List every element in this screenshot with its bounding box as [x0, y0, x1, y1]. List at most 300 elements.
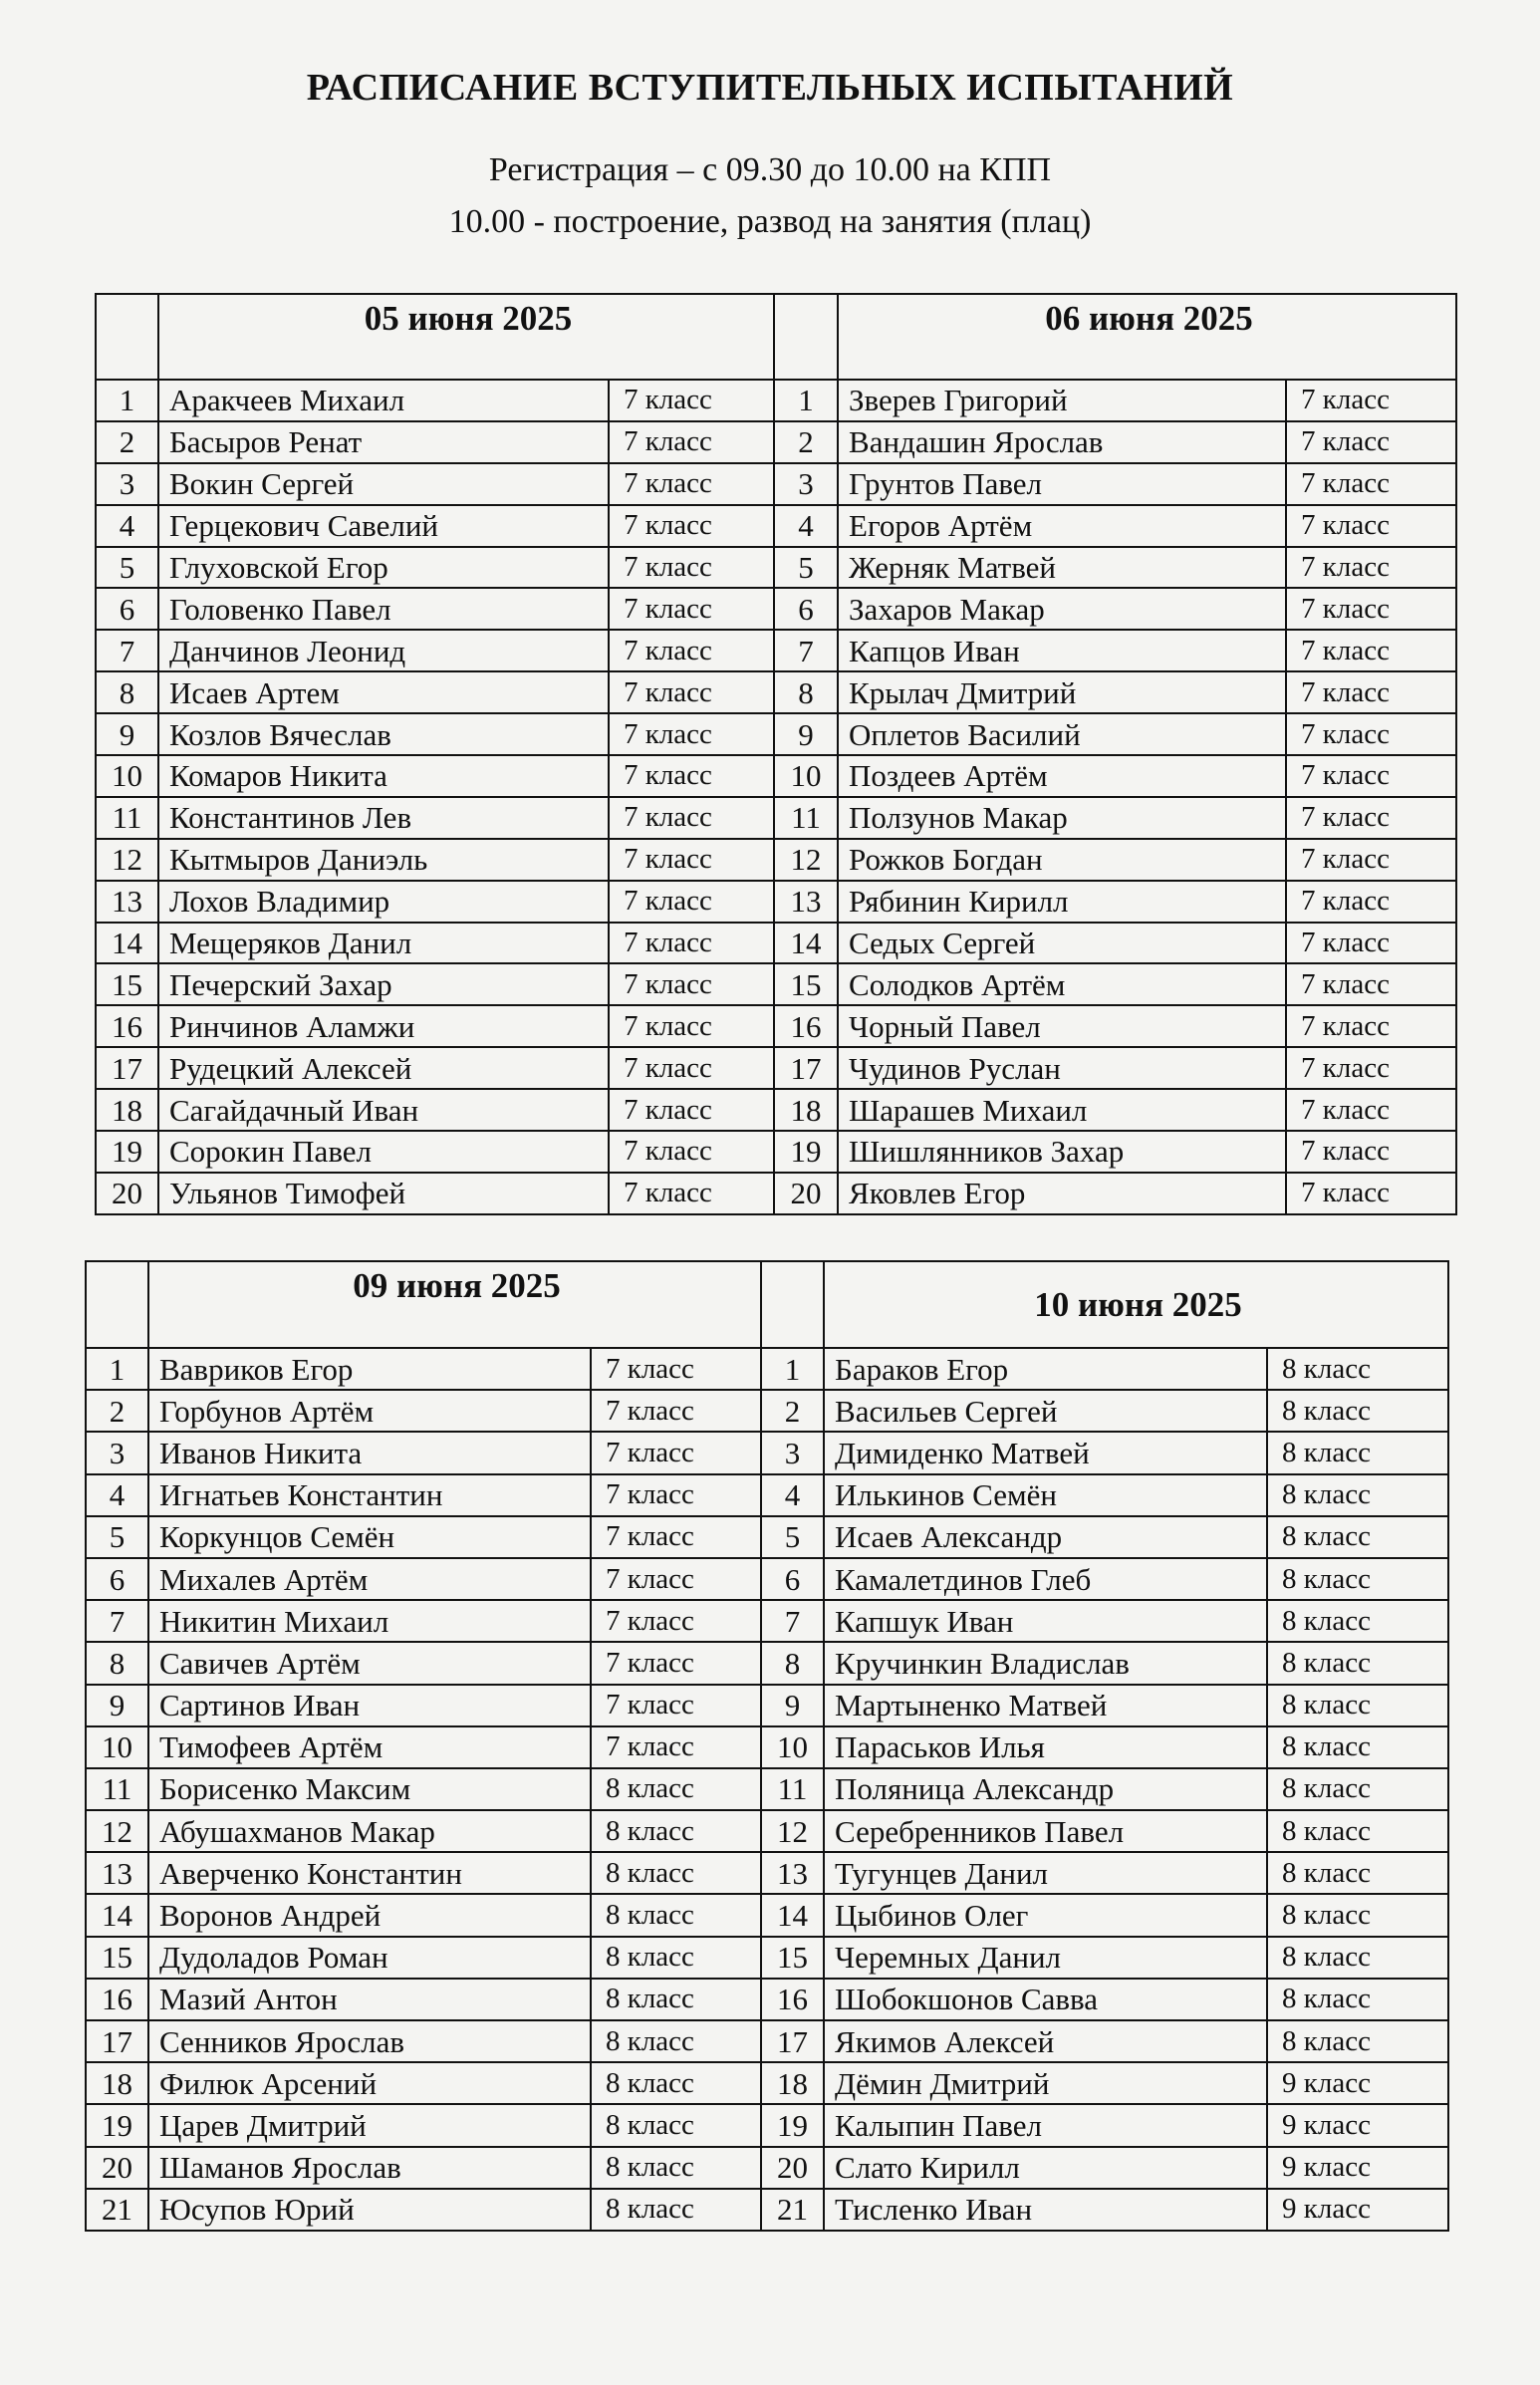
grade-class: 7 класс — [609, 1047, 774, 1089]
grade-class: 8 класс — [591, 2062, 761, 2104]
student-name: Иванов Никита — [148, 1432, 591, 1473]
grade-class: 8 класс — [591, 1852, 761, 1894]
grade-class: 9 класс — [1267, 2189, 1448, 2231]
student-name: Сартинов Иван — [148, 1685, 591, 1726]
row-number: 12 — [86, 1810, 148, 1852]
student-name: Параськов Илья — [824, 1726, 1267, 1768]
student-name: Ползунов Макар — [838, 797, 1286, 839]
row-number: 12 — [774, 839, 838, 881]
student-name: Рябинин Кирилл — [838, 881, 1286, 923]
student-name: Вокин Сергей — [158, 463, 609, 505]
student-name: Мещеряков Данил — [158, 923, 609, 964]
grade-class: 8 класс — [591, 2104, 761, 2146]
grade-class: 7 класс — [609, 839, 774, 881]
student-name: Тисленко Иван — [824, 2189, 1267, 2231]
table-row — [86, 1474, 1448, 1516]
grade-class: 8 класс — [1267, 1685, 1448, 1726]
row-number: 21 — [86, 2189, 148, 2231]
table-row — [86, 1558, 1448, 1600]
row-number: 12 — [96, 839, 158, 881]
table-row — [86, 1390, 1448, 1432]
grade-class: 8 класс — [1267, 1979, 1448, 2020]
row-number: 7 — [96, 630, 158, 671]
row-number: 13 — [96, 881, 158, 923]
row-number: 16 — [761, 1979, 824, 2020]
student-name: Глуховской Егор — [158, 547, 609, 589]
student-name: Никитин Михаил — [148, 1600, 591, 1642]
table-row — [86, 1348, 1448, 1390]
row-number: 17 — [96, 1047, 158, 1089]
grade-class: 7 класс — [1286, 713, 1456, 755]
row-number: 14 — [761, 1894, 824, 1936]
row-number: 20 — [96, 1173, 158, 1214]
student-name: Борисенко Максим — [148, 1768, 591, 1810]
student-name: Михалев Артём — [148, 1558, 591, 1600]
grade-class: 8 класс — [1267, 1726, 1448, 1768]
row-number: 10 — [86, 1726, 148, 1768]
student-name: Аверченко Константин — [148, 1852, 591, 1894]
student-name: Шарашев Михаил — [838, 1089, 1286, 1131]
student-name: Тугунцев Данил — [824, 1852, 1267, 1894]
grade-class: 7 класс — [1286, 881, 1456, 923]
grade-class: 7 класс — [1286, 505, 1456, 547]
grade-class: 7 класс — [609, 1173, 774, 1214]
grade-class: 7 класс — [1286, 421, 1456, 463]
student-name: Черемных Данил — [824, 1937, 1267, 1979]
row-number: 11 — [774, 797, 838, 839]
schedule-table-1 — [95, 293, 1457, 1215]
grade-class: 7 класс — [609, 1089, 774, 1131]
row-number: 15 — [774, 963, 838, 1005]
registration-info: Регистрация – с 09.30 до 10.00 на КПП — [488, 151, 1052, 188]
table-row — [96, 1173, 1456, 1214]
row-number: 2 — [761, 1390, 824, 1432]
student-name: Герцекович Савелий — [158, 505, 609, 547]
row-number: 7 — [761, 1600, 824, 1642]
student-name: Капцов Иван — [838, 630, 1286, 671]
table-row — [86, 1937, 1448, 1979]
grade-class: 7 класс — [1286, 588, 1456, 630]
date-header: 10 июня 2025 — [824, 1261, 1448, 1348]
student-name: Константинов Лев — [158, 797, 609, 839]
row-number: 9 — [96, 713, 158, 755]
student-name: Зверев Григорий — [838, 380, 1286, 421]
student-name: Чудинов Руслан — [838, 1047, 1286, 1089]
table-row — [96, 881, 1456, 923]
table-row — [86, 1894, 1448, 1936]
grade-class: 8 класс — [1267, 1852, 1448, 1894]
table-row — [96, 630, 1456, 671]
grade-class: 7 класс — [591, 1600, 761, 1642]
grade-class: 9 класс — [1267, 2147, 1448, 2189]
table-row — [86, 2147, 1448, 2189]
table-row — [96, 671, 1456, 713]
header-number-cell — [96, 294, 158, 380]
student-name: Мазий Антон — [148, 1979, 591, 2020]
student-name: Бараков Егор — [824, 1348, 1267, 1390]
student-name: Серебренников Павел — [824, 1810, 1267, 1852]
table-row — [96, 713, 1456, 755]
row-number: 8 — [96, 671, 158, 713]
grade-class: 8 класс — [1267, 1810, 1448, 1852]
row-number: 9 — [774, 713, 838, 755]
grade-class: 8 класс — [591, 1810, 761, 1852]
table-row — [96, 1005, 1456, 1047]
grade-class: 7 класс — [1286, 839, 1456, 881]
grade-class: 7 класс — [609, 1131, 774, 1173]
student-name: Мартыненко Матвей — [824, 1685, 1267, 1726]
student-name: Печерский Захар — [158, 963, 609, 1005]
student-name: Яковлев Егор — [838, 1173, 1286, 1214]
row-number: 6 — [774, 588, 838, 630]
row-number: 1 — [761, 1348, 824, 1390]
table-row — [96, 797, 1456, 839]
row-number: 19 — [96, 1131, 158, 1173]
grade-class: 8 класс — [1267, 1558, 1448, 1600]
row-number: 4 — [86, 1474, 148, 1516]
date-header: 06 июня 2025 — [838, 294, 1456, 380]
grade-class: 7 класс — [609, 588, 774, 630]
student-name: Илькинов Семён — [824, 1474, 1267, 1516]
student-name: Головенко Павел — [158, 588, 609, 630]
table-row — [86, 2062, 1448, 2104]
table-row — [86, 1432, 1448, 1473]
grade-class: 7 класс — [609, 547, 774, 589]
table-row — [86, 2020, 1448, 2062]
table-row — [96, 421, 1456, 463]
table-row — [86, 1642, 1448, 1684]
student-name: Камалетдинов Глеб — [824, 1558, 1267, 1600]
row-number: 2 — [86, 1390, 148, 1432]
student-name: Сорокин Павел — [158, 1131, 609, 1173]
row-number: 15 — [86, 1937, 148, 1979]
page-title: РАСПИСАНИЕ ВСТУПИТЕЛЬНЫХ ИСПЫТАНИЙ — [306, 67, 1234, 109]
student-name: Вавриков Егор — [148, 1348, 591, 1390]
grade-class: 7 класс — [609, 881, 774, 923]
row-number: 4 — [96, 505, 158, 547]
student-name: Шишлянников Захар — [838, 1131, 1286, 1173]
row-number: 19 — [86, 2104, 148, 2146]
row-number: 12 — [761, 1810, 824, 1852]
row-number: 17 — [774, 1047, 838, 1089]
grade-class: 7 класс — [591, 1642, 761, 1684]
row-number: 15 — [761, 1937, 824, 1979]
student-name: Оплетов Василий — [838, 713, 1286, 755]
table-row — [96, 588, 1456, 630]
grade-class: 7 класс — [591, 1726, 761, 1768]
row-number: 1 — [86, 1348, 148, 1390]
table-row — [96, 380, 1456, 421]
student-name: Царев Дмитрий — [148, 2104, 591, 2146]
row-number: 1 — [96, 380, 158, 421]
row-number: 19 — [761, 2104, 824, 2146]
row-number: 6 — [86, 1558, 148, 1600]
student-name: Захаров Макар — [838, 588, 1286, 630]
row-number: 9 — [86, 1685, 148, 1726]
student-name: Филюк Арсений — [148, 2062, 591, 2104]
grade-class: 7 класс — [609, 463, 774, 505]
row-number: 20 — [761, 2147, 824, 2189]
table-row — [96, 963, 1456, 1005]
row-number: 18 — [774, 1089, 838, 1131]
header-number-cell — [86, 1261, 148, 1348]
student-name: Игнатьев Константин — [148, 1474, 591, 1516]
row-number: 6 — [96, 588, 158, 630]
grade-class: 7 класс — [1286, 463, 1456, 505]
row-number: 4 — [774, 505, 838, 547]
date-header-row — [96, 294, 1456, 380]
row-number: 18 — [761, 2062, 824, 2104]
row-number: 17 — [86, 2020, 148, 2062]
row-number: 1 — [774, 380, 838, 421]
row-number: 13 — [86, 1852, 148, 1894]
grade-class: 7 класс — [591, 1516, 761, 1558]
row-number: 3 — [774, 463, 838, 505]
grade-class: 9 класс — [1267, 2104, 1448, 2146]
grade-class: 7 класс — [609, 630, 774, 671]
table-row — [96, 1131, 1456, 1173]
grade-class: 8 класс — [1267, 1474, 1448, 1516]
grade-class: 7 класс — [1286, 797, 1456, 839]
grade-class: 8 класс — [591, 2189, 761, 2231]
grade-class: 7 класс — [591, 1390, 761, 1432]
grade-class: 7 класс — [609, 421, 774, 463]
student-name: Калыпин Павел — [824, 2104, 1267, 2146]
student-name: Исаев Артем — [158, 671, 609, 713]
grade-class: 8 класс — [1267, 1432, 1448, 1473]
row-number: 6 — [761, 1558, 824, 1600]
table-row — [86, 2189, 1448, 2231]
row-number: 16 — [774, 1005, 838, 1047]
student-name: Шаманов Ярослав — [148, 2147, 591, 2189]
row-number: 13 — [774, 881, 838, 923]
grade-class: 7 класс — [609, 923, 774, 964]
row-number: 11 — [96, 797, 158, 839]
grade-class: 9 класс — [1267, 2062, 1448, 2104]
table-row — [86, 1600, 1448, 1642]
row-number: 19 — [774, 1131, 838, 1173]
student-name: Козлов Вячеслав — [158, 713, 609, 755]
date-header: 05 июня 2025 — [158, 294, 774, 380]
grade-class: 7 класс — [591, 1558, 761, 1600]
student-name: Басыров Ренат — [158, 421, 609, 463]
student-name: Солодков Артём — [838, 963, 1286, 1005]
student-name: Ульянов Тимофей — [158, 1173, 609, 1214]
table-row — [96, 839, 1456, 881]
student-name: Поляница Александр — [824, 1768, 1267, 1810]
row-number: 5 — [774, 547, 838, 589]
grade-class: 7 класс — [609, 713, 774, 755]
student-name: Вандашин Ярослав — [838, 421, 1286, 463]
row-number: 16 — [86, 1979, 148, 2020]
row-number: 3 — [86, 1432, 148, 1473]
grade-class: 7 класс — [1286, 1089, 1456, 1131]
table-row — [86, 1979, 1448, 2020]
student-name: Поздеев Артём — [838, 755, 1286, 797]
grade-class: 8 класс — [1267, 1642, 1448, 1684]
table-row — [96, 505, 1456, 547]
student-name: Абушахманов Макар — [148, 1810, 591, 1852]
student-name: Тимофеев Артём — [148, 1726, 591, 1768]
student-name: Грунтов Павел — [838, 463, 1286, 505]
student-name: Аракчеев Михаил — [158, 380, 609, 421]
student-name: Дудоладов Роман — [148, 1937, 591, 1979]
table-row — [86, 1726, 1448, 1768]
table-row — [86, 1810, 1448, 1852]
row-number: 20 — [774, 1173, 838, 1214]
row-number: 8 — [86, 1642, 148, 1684]
row-number: 11 — [86, 1768, 148, 1810]
grade-class: 8 класс — [591, 1979, 761, 2020]
row-number: 14 — [96, 923, 158, 964]
grade-class: 7 класс — [1286, 547, 1456, 589]
student-name: Седых Сергей — [838, 923, 1286, 964]
grade-class: 8 класс — [591, 1768, 761, 1810]
row-number: 5 — [86, 1516, 148, 1558]
grade-class: 7 класс — [1286, 755, 1456, 797]
student-name: Якимов Алексей — [824, 2020, 1267, 2062]
row-number: 7 — [86, 1600, 148, 1642]
student-name: Горбунов Артём — [148, 1390, 591, 1432]
row-number: 18 — [96, 1089, 158, 1131]
grade-class: 7 класс — [591, 1348, 761, 1390]
grade-class: 8 класс — [1267, 1768, 1448, 1810]
student-name: Жерняк Матвей — [838, 547, 1286, 589]
grade-class: 8 класс — [1267, 1937, 1448, 1979]
grade-class: 8 класс — [1267, 2020, 1448, 2062]
row-number: 4 — [761, 1474, 824, 1516]
grade-class: 7 класс — [1286, 963, 1456, 1005]
table-row — [86, 1852, 1448, 1894]
row-number: 20 — [86, 2147, 148, 2189]
student-name: Цыбинов Олег — [824, 1894, 1267, 1936]
student-name: Чорный Павел — [838, 1005, 1286, 1047]
student-name: Савичев Артём — [148, 1642, 591, 1684]
row-number: 8 — [774, 671, 838, 713]
grade-class: 7 класс — [1286, 380, 1456, 421]
row-number: 16 — [96, 1005, 158, 1047]
grade-class: 7 класс — [591, 1685, 761, 1726]
row-number: 5 — [761, 1516, 824, 1558]
student-name: Кытмыров Даниэль — [158, 839, 609, 881]
header-number-cell — [774, 294, 838, 380]
student-name: Юсупов Юрий — [148, 2189, 591, 2231]
student-name: Данчинов Леонид — [158, 630, 609, 671]
grade-class: 8 класс — [591, 2147, 761, 2189]
grade-class: 8 класс — [1267, 1894, 1448, 1936]
formation-info: 10.00 - построение, развод на занятия (плац) — [448, 203, 1092, 240]
row-number: 2 — [96, 421, 158, 463]
table-row — [96, 923, 1456, 964]
student-name: Шобокшонов Савва — [824, 1979, 1267, 2020]
grade-class: 8 класс — [1267, 1348, 1448, 1390]
date-header-row — [86, 1261, 1448, 1348]
table-row — [86, 1685, 1448, 1726]
student-name: Исаев Александр — [824, 1516, 1267, 1558]
grade-class: 7 класс — [591, 1432, 761, 1473]
student-name: Дёмин Дмитрий — [824, 2062, 1267, 2104]
student-name: Сенников Ярослав — [148, 2020, 591, 2062]
grade-class: 7 класс — [1286, 1047, 1456, 1089]
grade-class: 8 класс — [1267, 1516, 1448, 1558]
row-number: 10 — [96, 755, 158, 797]
grade-class: 8 класс — [591, 1937, 761, 1979]
grade-class: 7 класс — [1286, 1173, 1456, 1214]
row-number: 3 — [761, 1432, 824, 1473]
student-name: Егоров Артём — [838, 505, 1286, 547]
date-header: 09 июня 2025 — [148, 1261, 761, 1348]
grade-class: 7 класс — [609, 963, 774, 1005]
grade-class: 8 класс — [1267, 1600, 1448, 1642]
table-row — [96, 755, 1456, 797]
row-number: 9 — [761, 1685, 824, 1726]
row-number: 11 — [761, 1768, 824, 1810]
grade-class: 8 класс — [1267, 1390, 1448, 1432]
grade-class: 7 класс — [1286, 923, 1456, 964]
row-number: 7 — [774, 630, 838, 671]
grade-class: 7 класс — [609, 671, 774, 713]
student-name: Воронов Андрей — [148, 1894, 591, 1936]
student-name: Рожков Богдан — [838, 839, 1286, 881]
student-name: Коркунцов Семён — [148, 1516, 591, 1558]
table-row — [86, 1516, 1448, 1558]
grade-class: 8 класс — [591, 2020, 761, 2062]
student-name: Лохов Владимир — [158, 881, 609, 923]
table-row — [86, 1768, 1448, 1810]
row-number: 13 — [761, 1852, 824, 1894]
table-row — [96, 1047, 1456, 1089]
table-row — [86, 2104, 1448, 2146]
grade-class: 7 класс — [609, 1005, 774, 1047]
row-number: 18 — [86, 2062, 148, 2104]
schedule-table-2 — [85, 1260, 1449, 2232]
row-number: 15 — [96, 963, 158, 1005]
row-number: 2 — [774, 421, 838, 463]
row-number: 8 — [761, 1642, 824, 1684]
grade-class: 7 класс — [591, 1474, 761, 1516]
grade-class: 7 класс — [609, 505, 774, 547]
grade-class: 7 класс — [1286, 1131, 1456, 1173]
student-name: Крылач Дмитрий — [838, 671, 1286, 713]
student-name: Кручинкин Владислав — [824, 1642, 1267, 1684]
grade-class: 7 класс — [609, 380, 774, 421]
student-name: Рудецкий Алексей — [158, 1047, 609, 1089]
student-name: Капшук Иван — [824, 1600, 1267, 1642]
grade-class: 7 класс — [609, 797, 774, 839]
table-row — [96, 1089, 1456, 1131]
table-row — [96, 463, 1456, 505]
grade-class: 7 класс — [1286, 671, 1456, 713]
student-name: Димиденко Матвей — [824, 1432, 1267, 1473]
row-number: 3 — [96, 463, 158, 505]
student-name: Ринчинов Аламжи — [158, 1005, 609, 1047]
grade-class: 7 класс — [1286, 630, 1456, 671]
student-name: Слато Кирилл — [824, 2147, 1267, 2189]
student-name: Комаров Никита — [158, 755, 609, 797]
grade-class: 8 класс — [591, 1894, 761, 1936]
student-name: Сагайдачный Иван — [158, 1089, 609, 1131]
row-number: 10 — [774, 755, 838, 797]
row-number: 10 — [761, 1726, 824, 1768]
row-number: 21 — [761, 2189, 824, 2231]
table-row — [96, 547, 1456, 589]
student-name: Васильев Сергей — [824, 1390, 1267, 1432]
row-number: 14 — [774, 923, 838, 964]
row-number: 14 — [86, 1894, 148, 1936]
grade-class: 7 класс — [1286, 1005, 1456, 1047]
row-number: 5 — [96, 547, 158, 589]
grade-class: 7 класс — [609, 755, 774, 797]
